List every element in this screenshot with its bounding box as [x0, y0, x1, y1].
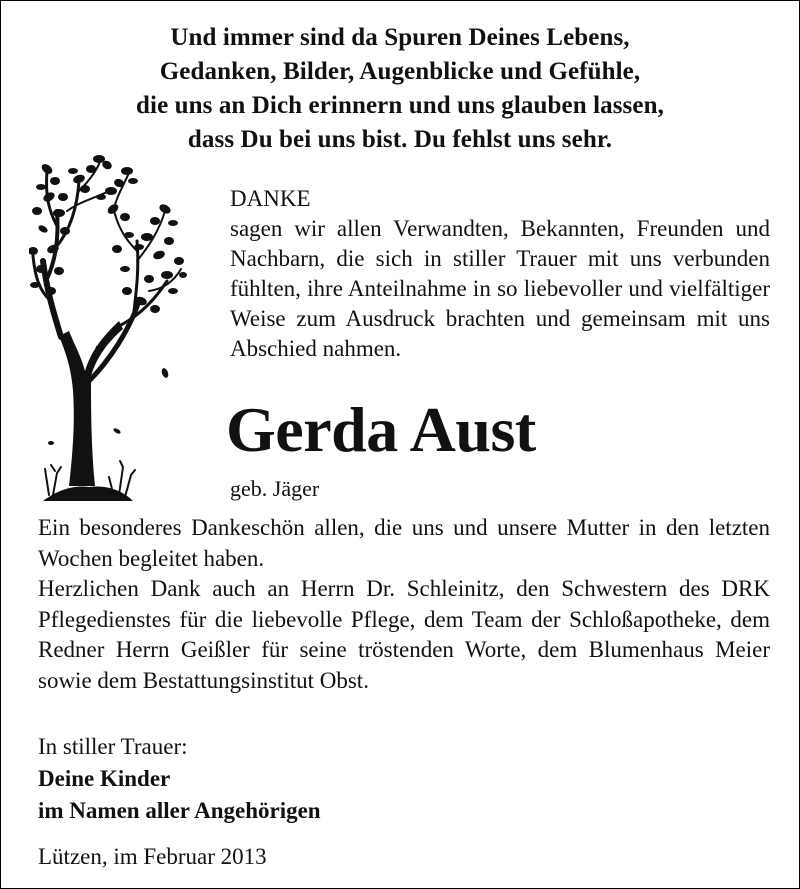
- special-thanks-paragraph: Herzlichen Dank auch an Herrn Dr. Schleinitz, den Schwestern des DRK Pflegedienstes für die liebevolle Pflege, dem Team der Schloßapotheke, dem Redner Herrn Geißler für seine tröstenden Worte, dem Blumenhaus Meier sowie dem Bestattungsinstitut Obst.: [38, 576, 770, 693]
- poem-line: Und immer sind da Spuren Deines Lebens,: [170, 24, 630, 51]
- signature-line: im Namen aller Angehörigen: [38, 798, 321, 823]
- tree-silhouette-icon: [29, 151, 189, 506]
- special-thanks-paragraph: Ein besonderes Dankeschön allen, die uns und unsere Mutter in den letzten Wochen begleitet haben.: [38, 515, 770, 571]
- signature-intro: In stiller Trauer:: [38, 734, 188, 759]
- poem-line: dass Du bei uns bist. Du fehlst uns sehr.: [187, 126, 613, 153]
- thanks-text: sagen wir allen Verwandten, Bekannten, Freunden und Nachbarn, die sich in stiller Trauer mit uns verbunden fühlten, ihre Anteilnahme in so liebevoller und vielfältiger Weise zum Ausdruck brachten und gemeinsam mit uns Abschied nahmen.: [230, 216, 770, 361]
- thanks-heading: DANKE: [230, 186, 311, 211]
- maiden-name: geb. Jäger: [230, 476, 320, 501]
- memorial-poem: [1, 21, 799, 157]
- signature-line: Deine Kinder: [38, 766, 171, 791]
- deceased-name: Gerda Aust: [226, 394, 536, 465]
- signature-block: [38, 731, 321, 827]
- special-thanks: [38, 513, 770, 696]
- thanks-section: [230, 184, 770, 364]
- poem-line: die uns an Dich erinnern und uns glauben lassen,: [136, 92, 664, 119]
- place-date: Lützen, im Februar 2013: [38, 844, 267, 869]
- poem-line: Gedanken, Bilder, Augenblicke und Gefühle,: [159, 58, 641, 85]
